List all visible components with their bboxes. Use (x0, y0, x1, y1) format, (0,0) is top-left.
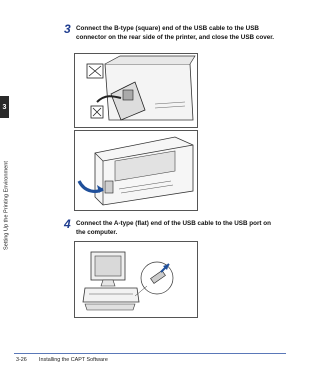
computer-usb-illustration (75, 242, 197, 317)
chapter-number: 3 (2, 103, 7, 111)
step-3-number: 3 (64, 22, 71, 36)
printer-close-cover-illustration (75, 131, 197, 210)
figure-usb-b-connection (74, 53, 198, 128)
footer-page-number: 3-26 (16, 357, 27, 363)
step-4-number: 4 (64, 217, 71, 231)
step-3-instruction: Connect the B-type (square) end of the USB cable to the USB connector on the rear side of the printer, and close the USB cover. (76, 25, 275, 41)
footer-section-title: Installing the CAPT Software (39, 357, 108, 363)
step-4-instruction: Connect the A-type (flat) end of the USB cable to the USB port on the computer. (76, 220, 271, 236)
chapter-tab (0, 96, 9, 118)
printer-rear-illustration (75, 54, 197, 127)
footer-rule (14, 353, 286, 354)
figure-usb-a-connection (74, 241, 198, 318)
figure-close-usb-cover (74, 130, 198, 211)
chapter-title-vertical: Setting Up the Printing Environment (3, 161, 10, 250)
